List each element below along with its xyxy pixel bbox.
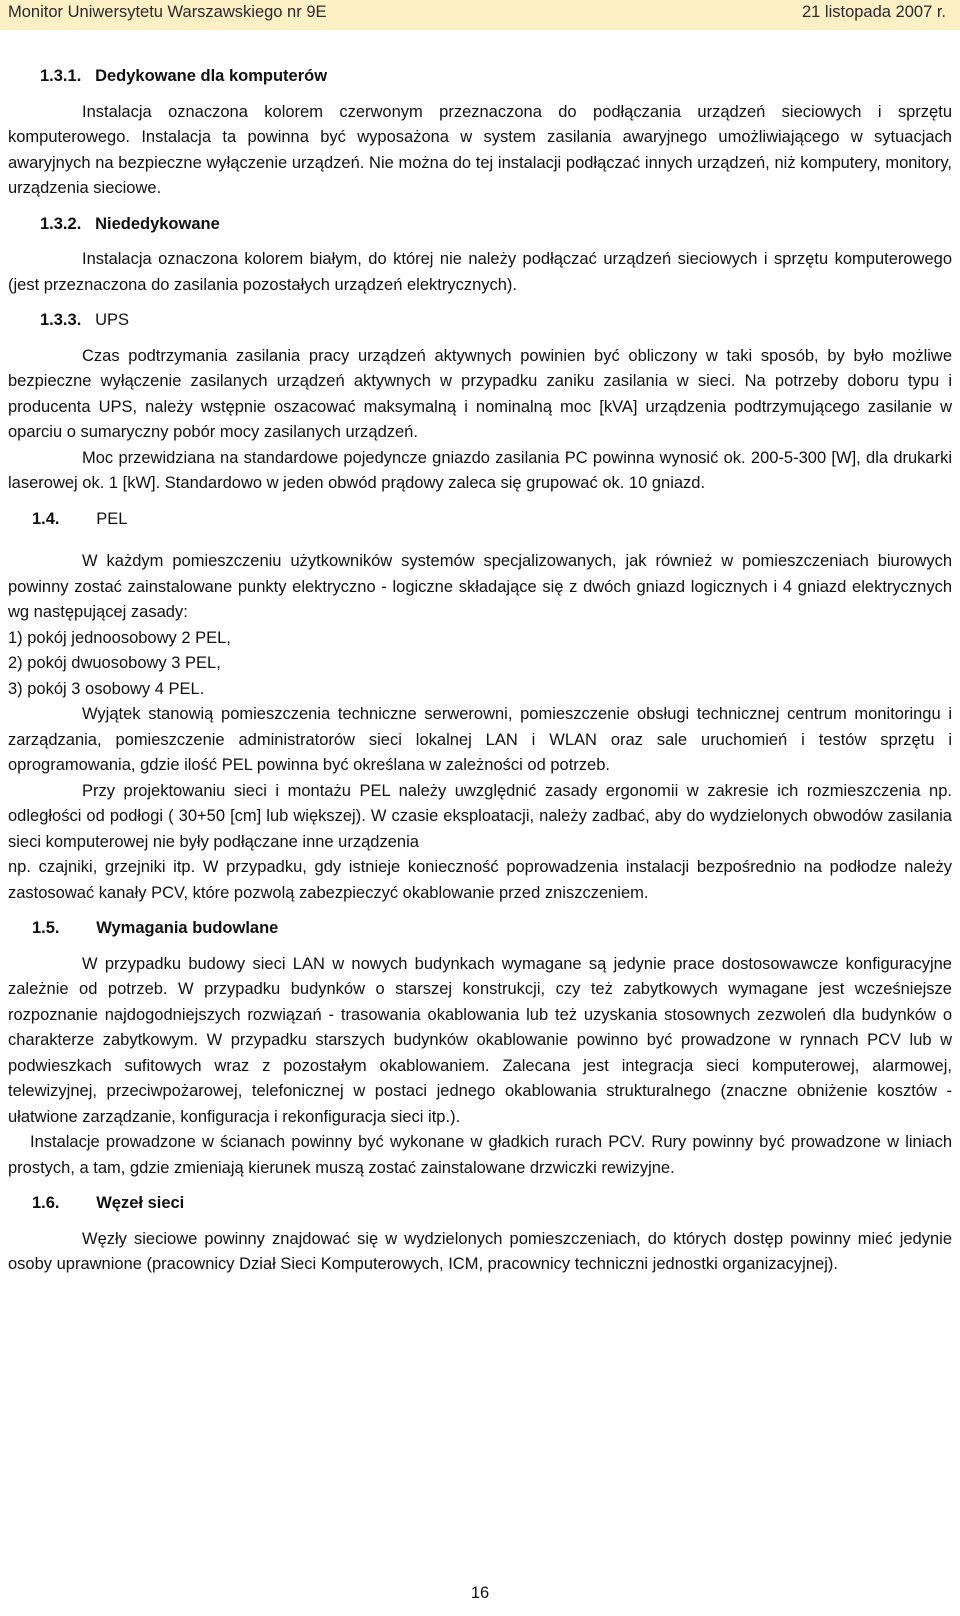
- heading-1-5: [32, 916, 952, 942]
- paragraph-pel-3: Przy projektowaniu sieci i montażu PEL należy uwzględnić zasady ergonomii w zakresie ich rozmieszczenia np. odległości od podłogi ( 30+50 [cm] lub większej). W czasie eksploatacji, należy zadbać, aby do wydzielonych obwodów zasilania sieci komputerowej nie były podłączane inne urządzenia: [8, 781, 952, 851]
- paragraph-budowlane-2: Instalacje prowadzone w ścianach powinny być wykonane w gładkich rurach PCV. Rury powinny być prowadzone w liniach prostych, a tam, gdzie zmieniają kierunek muszą zostać zainstalowane drzwiczki rewizyjne.: [8, 1133, 952, 1177]
- heading-number: 1.3.2.: [40, 214, 82, 233]
- document-body: [8, 64, 952, 1278]
- heading-1-3-1: [40, 64, 952, 90]
- heading-1-6: [32, 1191, 952, 1217]
- list-item: 1) pokój jednoosobowy 2 PEL,: [8, 628, 231, 647]
- heading-title: PEL: [96, 509, 128, 528]
- heading-1-4: [32, 507, 952, 533]
- paragraph-pel-4: np. czajniki, grzejniki itp. W przypadku, gdy istnieje konieczność poprowadzenia instalacji bezpośrednio na podłodze należy zastosować kanały PCV, które pozwolą zabezpieczyć okablowanie przed zniszczeniem.: [8, 858, 952, 902]
- heading-title: Dedykowane dla komputerów: [95, 67, 328, 85]
- heading-1-3-2: [40, 212, 952, 238]
- heading-number: 1.5.: [32, 919, 60, 937]
- list-item: 3) pokój 3 osobowy 4 PEL.: [8, 679, 205, 698]
- paragraph-pel-2: Wyjątek stanowią pomieszczenia techniczne serwerowni, pomieszczenie obsługi technicznej centrum monitoringu i zarządzania, pomieszczenie administratorów sieci lokalnej LAN i WLAN oraz sale uruchomień i testów sprzętu i oprogramowania, gdzie ilość PEL powinna być określana w zależności od potrzeb.: [8, 705, 952, 774]
- paragraph-ups-1: Czas podtrzymania zasilania pracy urządzeń aktywnych powinien być obliczony w taki sposób, by było możliwe bezpieczne wyłączenie zasilanych urządzeń aktywnych w przypadku zaniku zasilania w sieci. Na potrzeby doboru typu i producenta UPS, należy wstępnie oszacować maksymalną i nominalną moc [kVA] urządzenia podtrzymującego zasilanie w oparciu o sumaryczny pobór mocy zasilanych urządzeń.: [8, 346, 952, 441]
- heading-title: Niededykowane: [95, 214, 220, 233]
- heading-number: 1.3.1.: [40, 67, 82, 85]
- heading-title: Wymagania budowlane: [96, 919, 279, 937]
- paragraph-pel-1: W każdym pomieszczeniu użytkowników systemów specjalizowanych, jak również w pomieszczeniach biurowych powinny zostać zainstalowane punkty elektryczno - logiczne składające się z dwóch gniazd logicznych i 4 gniazd elektrycznych wg następującej zasady:: [8, 552, 952, 621]
- page-header: [0, 0, 960, 30]
- paragraph-1-3-2: Instalacja oznaczona kolorem białym, do której nie należy podłączać urządzeń sieciowych i sprzętu komputerowego (jest przeznaczona do zasilania pozostałych urządzeń elektrycznych).: [8, 250, 952, 294]
- heading-number: 1.4.: [32, 509, 60, 528]
- header-date: 21 listopada 2007 r.: [801, 3, 946, 21]
- paragraph-wezel-1: Węzły sieciowe powinny znajdować się w wydzielonych pomieszczeniach, do których dostęp powinny mieć jedynie osoby uprawnione (pracownicy Dział Sieci Komputerowych, ICM, pracownicy techniczni jednostki organizacyjnej).: [8, 1229, 952, 1273]
- paragraph-ups-2: Moc przewidziana na standardowe pojedyncze gniazdo zasilania PC powinna wynosić ok. 200-5-300 [W], dla drukarki laserowej ok. 1 [kW]. Standardowo w jeden obwód prądowy zaleca się grupować ok. 10 gniazd.: [8, 448, 952, 492]
- heading-number: 1.3.3.: [40, 311, 82, 329]
- paragraph-budowlane-1: W przypadku budowy sieci LAN w nowych budynkach wymagane są jedynie prace dostosowawcze konfiguracyjne zależnie od potrzeb. W przypadku budynków o starszej konstrukcji, czy też zabytkowych wymagane jest wcześniejsze rozpoznanie najdogodniejszych rozwiązań - trasowania okablowania lub też uzyskania stosownych zezwoleń dla budynków o charakterze zabytkowym. W przypadku starszych budynków okablowanie powinno być prowadzone w rynnach PCV lub w podwieszkach sufitowych wraz z pozostałym okablowaniem. Zalecana jest integracja sieci komputerowej, alarmowej, telewizyjnej, przeciwpożarowej, telefonicznej w postaci jednego okablowania strukturalnego (znaczne obniżenie kosztów - ułatwione zarządzanie, konfiguracja i rekonfiguracja sieci itp.).: [8, 954, 952, 1126]
- heading-title: UPS: [95, 311, 129, 329]
- page-number: 16: [470, 1584, 490, 1602]
- heading-title: Węzeł sieci: [96, 1194, 185, 1212]
- heading-number: 1.6.: [32, 1194, 60, 1212]
- heading-1-3-3: [40, 308, 952, 334]
- list-item: 2) pokój dwuosobowy 3 PEL,: [8, 654, 221, 672]
- header-publication: Monitor Uniwersytetu Warszawskiego nr 9E: [8, 3, 327, 21]
- paragraph-1-3-1: Instalacja oznaczona kolorem czerwonym przeznaczona do podłączania urządzeń sieciowych i sprzętu komputerowego. Instalacja ta powinna być wyposażona w system zasilania awaryjnego umożliwiającego w sytuacjach awaryjnych na bezpieczne wyłączenie urządzeń. Nie można do tej instalacji podłączać innych urządzeń, niż komputery, monitory, urządzenia sieciowe.: [8, 102, 952, 197]
